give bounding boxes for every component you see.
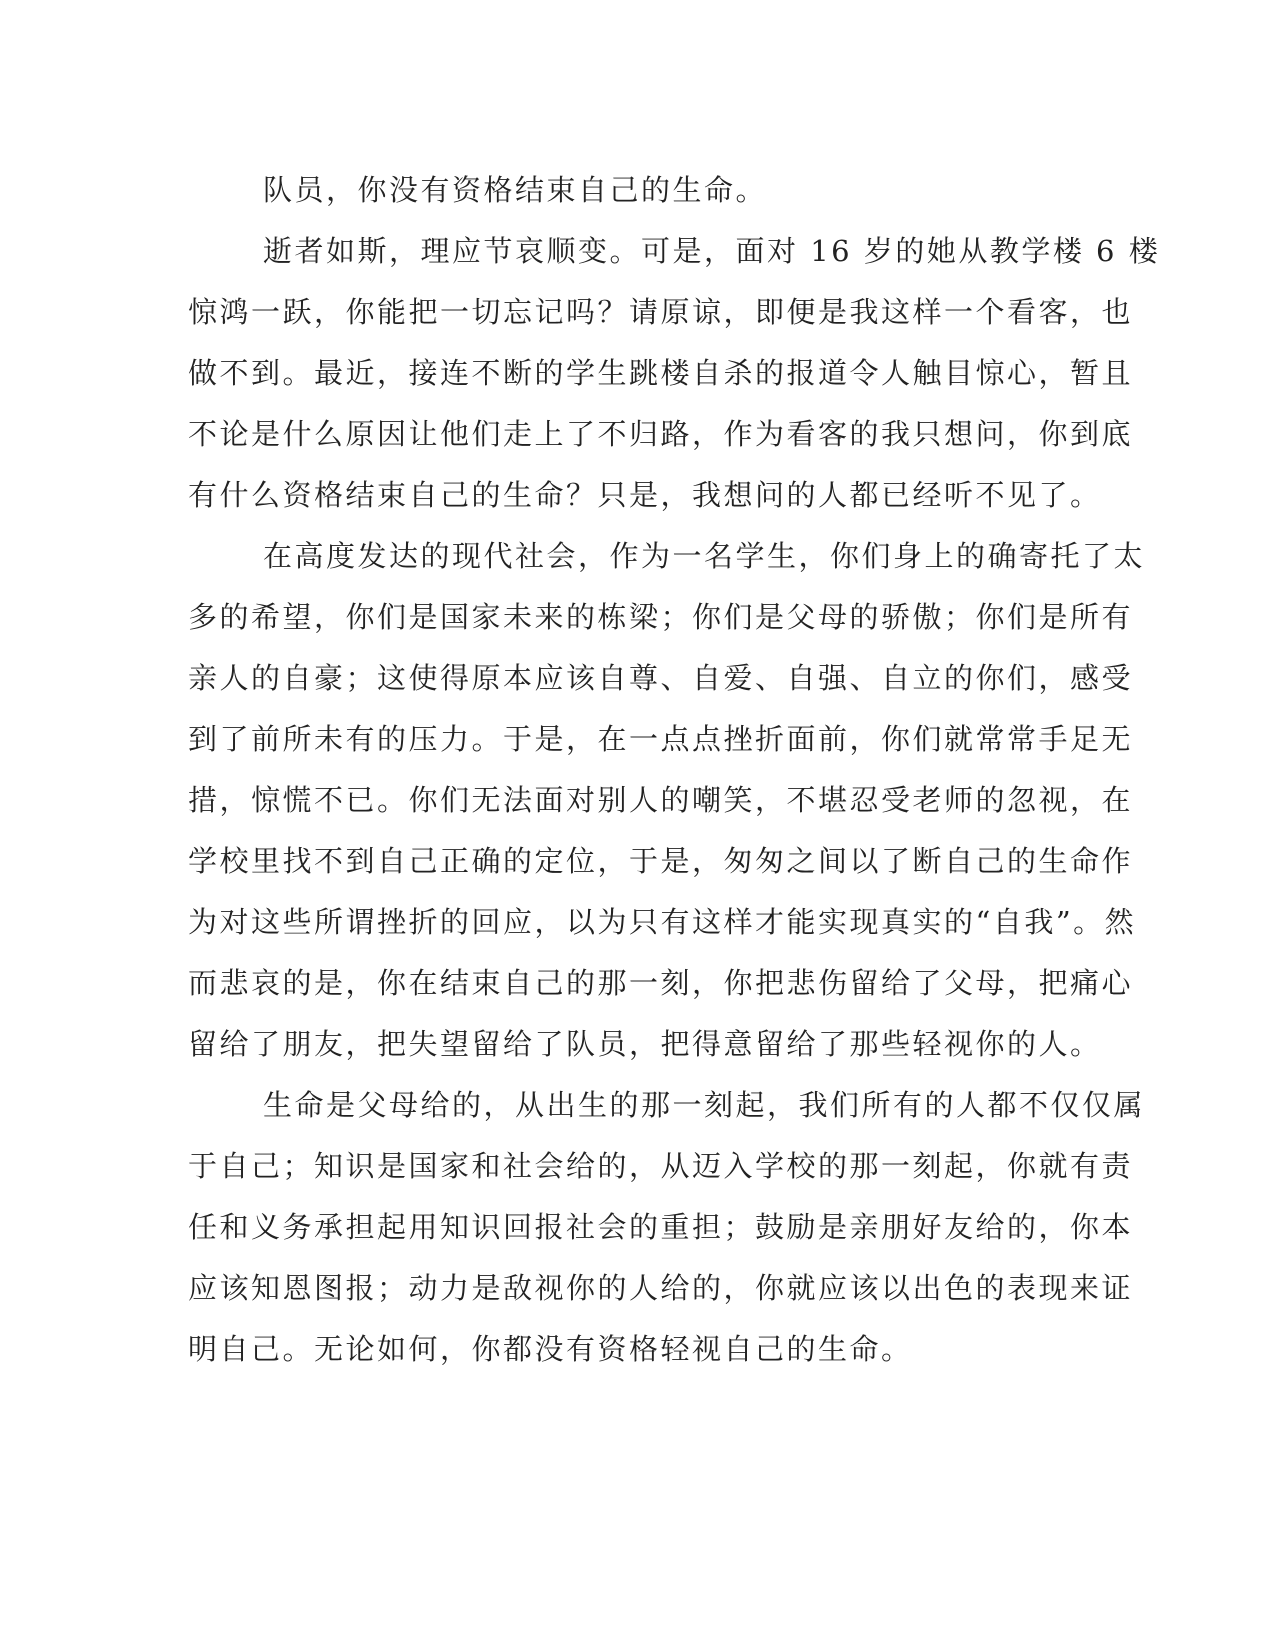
text-line: 做不到。最近，接连不断的学生跳楼自杀的报道令人触目惊心，暂且 [188, 356, 1134, 390]
document-body [188, 160, 1161, 1380]
text-line: 措，惊慌不已。你们无法面对别人的嘲笑，不堪忍受老师的忽视，在 [188, 783, 1134, 817]
text-line: 惊鸿一跃，你能把一切忘记吗？请原谅，即便是我这样一个看客，也 [188, 295, 1134, 329]
text-line: 于自己；知识是国家和社会给的，从迈入学校的那一刻起，你就有责 [188, 1149, 1134, 1183]
text-line: 多的希望，你们是国家未来的栋梁；你们是父母的骄傲；你们是所有 [188, 600, 1134, 634]
paragraph-first-line: 生命是父母给的，从出生的那一刻起，我们所有的人都不仅仅属 [263, 1088, 1146, 1122]
text-line: 留给了朋友，把失望留给了队员，把得意留给了那些轻视你的人。 [188, 1027, 1102, 1061]
text-line: 队员，你没有资格结束自己的生命。 [263, 173, 768, 207]
text-line: 明自己。无论如何，你都没有资格轻视自己的生命。 [188, 1332, 913, 1366]
text-line: 为对这些所谓挫折的回应，以为只有这样才能实现真实的“自我”。然 [188, 905, 1137, 939]
text-line: 亲人的自豪；这使得原本应该自尊、自爱、自强、自立的你们，感受 [188, 661, 1134, 695]
text-line: 学校里找不到自己正确的定位，于是，匆匆之间以了断自己的生命作 [188, 844, 1134, 878]
paragraph-first-line: 逝者如斯，理应节哀顺变。可是，面对 16 岁的她从教学楼 6 楼 [263, 234, 1161, 268]
text-line: 应该知恩图报；动力是敌视你的人给的，你就应该以出色的表现来证 [188, 1271, 1134, 1305]
text-line: 而悲哀的是，你在结束自己的那一刻，你把悲伤留给了父母，把痛心 [188, 966, 1134, 1000]
paragraph-first-line: 在高度发达的现代社会，作为一名学生，你们身上的确寄托了太 [263, 539, 1146, 573]
text-line: 到了前所未有的压力。于是，在一点点挫折面前，你们就常常手足无 [188, 722, 1134, 756]
text-line: 不论是什么原因让他们走上了不归路，作为看客的我只想问，你到底 [188, 417, 1134, 451]
text-line: 任和义务承担起用知识回报社会的重担；鼓励是亲朋好友给的，你本 [188, 1210, 1134, 1244]
text-line: 有什么资格结束自己的生命？只是，我想问的人都已经听不见了。 [188, 478, 1102, 512]
